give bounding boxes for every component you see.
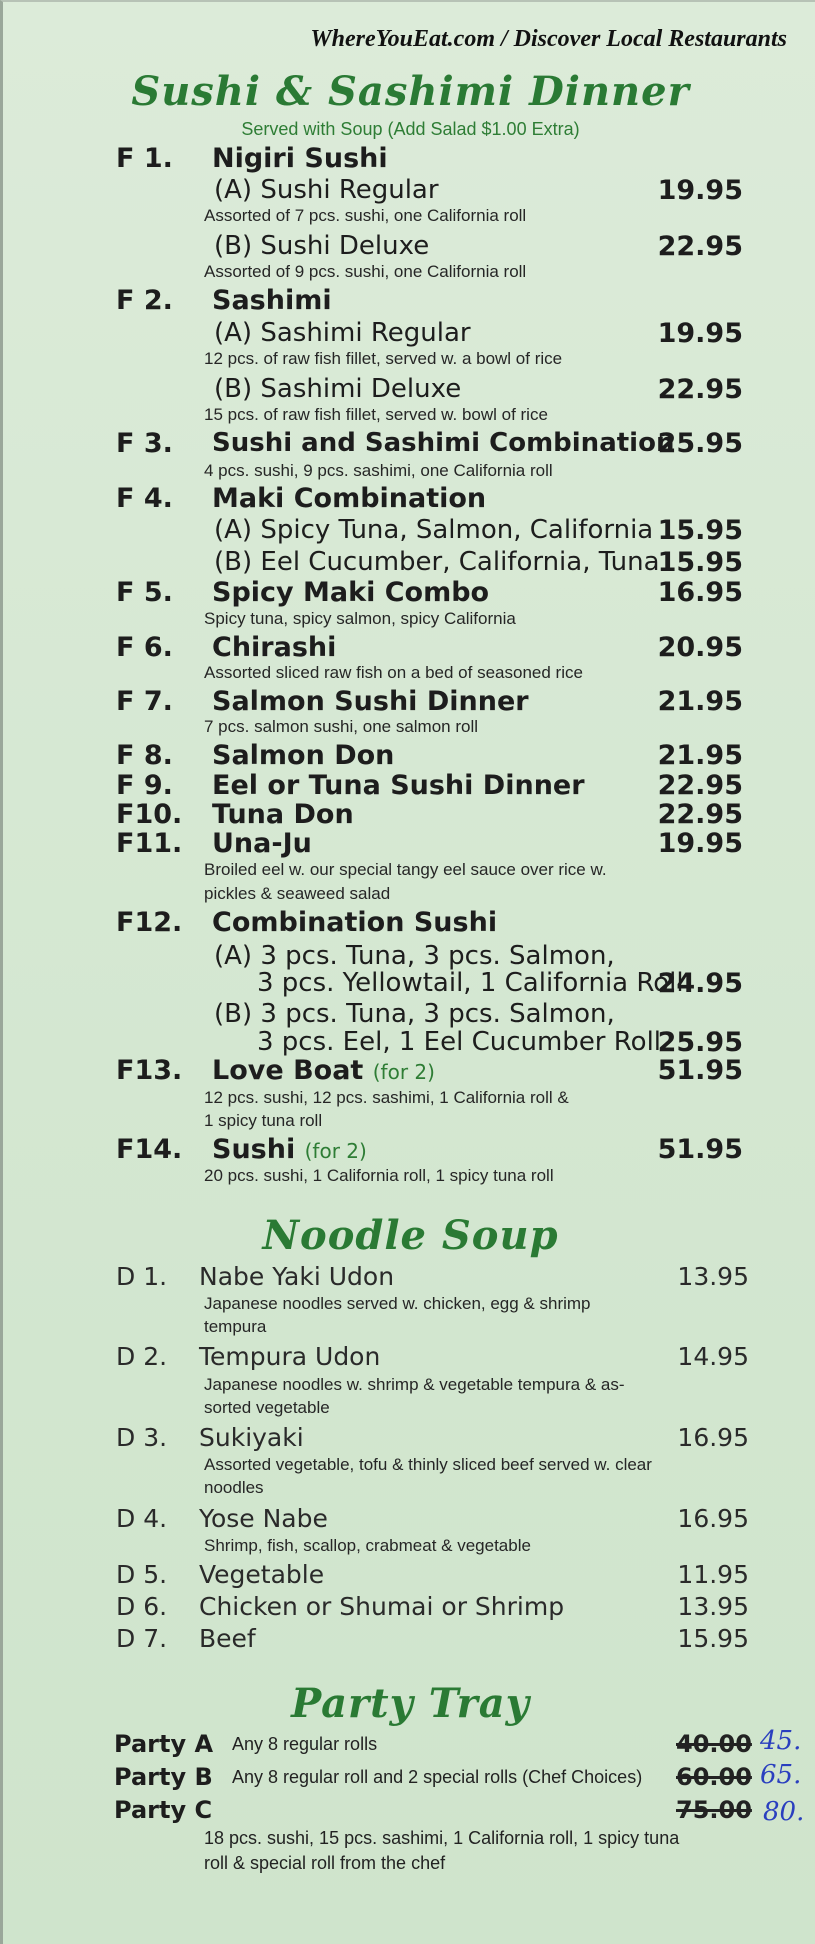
item-description: Shrimp, fish, scallop, crabmeat & vegetable: [204, 1536, 531, 1555]
item-code: D 5.: [116, 1560, 168, 1589]
item-option: (B) Eel Cucumber, California, Tuna: [214, 547, 660, 577]
item-description: Japanese noodles w. shrimp & vegetable tempura & as-: [204, 1375, 625, 1394]
item-price: 16.95: [657, 577, 743, 608]
item-description: 12 pcs. sushi, 12 pcs. sashimi, 1 California roll &: [204, 1088, 569, 1107]
item-price: 51.95: [657, 1134, 743, 1165]
item-code: F14.: [116, 1134, 183, 1165]
item-description-cont: noodles: [204, 1478, 264, 1497]
item-price: 11.95: [677, 1560, 749, 1589]
item-price: 15.95: [657, 547, 743, 578]
party-description: Any 8 regular rolls: [232, 1734, 378, 1754]
item-name-text: Love Boat: [212, 1055, 364, 1086]
item-description: 4 pcs. sushi, 9 pcs. sashimi, one California roll: [204, 461, 553, 480]
item-price: 15.95: [657, 515, 743, 546]
item-price: 51.95: [657, 1055, 743, 1086]
old-price: 40.00: [676, 1730, 752, 1758]
item-name-text: Sushi: [212, 1134, 296, 1165]
item-price: 22.95: [657, 231, 743, 262]
item-description: Assorted of 7 pcs. sushi, one California roll: [204, 206, 527, 225]
item-price: 22.95: [657, 770, 743, 801]
item-description: Japanese noodles served w. chicken, egg & shrimp: [204, 1294, 591, 1313]
item-description: Assorted of 9 pcs. sushi, one California roll: [204, 262, 527, 281]
item-code: D 2.: [116, 1342, 168, 1371]
item-code: F12.: [116, 907, 183, 938]
item-name: Sushi and Sashimi Combination: [212, 428, 675, 458]
item-price: 20.95: [657, 632, 743, 663]
item-option: (A) Spicy Tuna, Salmon, California: [214, 515, 654, 545]
item-price: 15.95: [677, 1624, 749, 1653]
item-description-cont: 1 spicy tuna roll: [204, 1111, 323, 1130]
item-name: [212, 1055, 435, 1086]
item-price: 21.95: [657, 740, 743, 771]
item-description: 20 pcs. sushi, 1 California roll, 1 spicy tuna roll: [204, 1166, 554, 1185]
item-code: F 2.: [116, 285, 173, 316]
handwritten-new-price: 80.: [763, 1797, 805, 1827]
item-name: Sashimi: [212, 285, 332, 316]
item-description: Broiled eel w. our special tangy eel sauce over rice w.: [204, 860, 607, 879]
item-price: 16.95: [677, 1423, 749, 1452]
item-code: F 1.: [116, 143, 173, 174]
item-price: 21.95: [657, 686, 743, 717]
item-price: 19.95: [657, 828, 743, 859]
handwritten-new-price: 65.: [760, 1760, 802, 1790]
item-name: [212, 1134, 367, 1165]
item-name: Spicy Maki Combo: [212, 577, 490, 608]
old-price: 75.00: [676, 1796, 752, 1824]
item-price: 22.95: [657, 799, 743, 830]
item-name: Eel or Tuna Sushi Dinner: [212, 770, 585, 801]
item-name: Nigiri Sushi: [212, 143, 388, 174]
item-option-cont: 3 pcs. Yellowtail, 1 California Roll: [257, 968, 684, 998]
item-option: (A) Sushi Regular: [214, 175, 439, 205]
item-name: Salmon Don: [212, 740, 395, 771]
section-title-noodle: Noodle Soup: [262, 1212, 559, 1259]
item-code: D 3.: [116, 1423, 168, 1452]
item-name: Chicken or Shumai or Shrimp: [199, 1592, 565, 1621]
item-name: Sukiyaki: [199, 1423, 304, 1452]
item-description: 15 pcs. of raw fish fillet, served w. bowl of rice: [204, 405, 548, 424]
item-name: Maki Combination: [212, 483, 487, 514]
item-price: 13.95: [677, 1592, 749, 1621]
item-name: Beef: [199, 1624, 256, 1653]
item-code: F 9.: [116, 770, 173, 801]
item-name: Una-Ju: [212, 828, 312, 859]
item-code: F 8.: [116, 740, 173, 771]
item-name: Salmon Sushi Dinner: [212, 686, 529, 717]
party-description-cont: roll & special roll from the chef: [204, 1853, 446, 1873]
item-code: D 6.: [116, 1592, 168, 1621]
party-code: Party C: [114, 1796, 213, 1824]
serving-note: (for 2): [304, 1139, 367, 1163]
party-code: Party B: [114, 1763, 213, 1791]
item-description: Spicy tuna, spicy salmon, spicy California: [204, 609, 516, 628]
item-code: F 4.: [116, 483, 173, 514]
section-title-party: Party Tray: [291, 1680, 530, 1727]
item-name: Nabe Yaki Udon: [199, 1262, 395, 1291]
item-description: Assorted sliced raw fish on a bed of seasoned rice: [204, 663, 583, 682]
item-code: F 7.: [116, 686, 173, 717]
item-name: Combination Sushi: [212, 907, 498, 938]
handwritten-new-price: 45.: [760, 1726, 802, 1756]
item-price: 22.95: [657, 374, 743, 405]
item-option: (B) Sashimi Deluxe: [214, 374, 462, 404]
site-watermark: WhereYouEat.com / Discover Local Restaurants: [310, 26, 787, 52]
item-code: F 5.: [116, 577, 173, 608]
item-name: Yose Nabe: [199, 1504, 328, 1533]
item-price: 19.95: [657, 318, 743, 349]
item-code: D 7.: [116, 1624, 168, 1653]
section-title-sushi: Sushi & Sashimi Dinner: [131, 68, 690, 115]
item-description: 7 pcs. salmon sushi, one salmon roll: [204, 717, 479, 736]
item-price: 25.95: [657, 1027, 743, 1058]
item-price: 25.95: [657, 428, 743, 459]
item-price: 14.95: [677, 1342, 749, 1371]
item-option: (A) Sashimi Regular: [214, 318, 471, 348]
item-code: F 3.: [116, 428, 173, 459]
item-code: D 4.: [116, 1504, 168, 1533]
item-price: 13.95: [677, 1262, 749, 1291]
item-option: (B) 3 pcs. Tuna, 3 pcs. Salmon,: [214, 999, 615, 1029]
party-description: Any 8 regular roll and 2 special rolls (Chef Choices): [232, 1767, 643, 1787]
item-code: F10.: [116, 799, 183, 830]
serving-note: (for 2): [372, 1060, 435, 1084]
item-code: F13.: [116, 1055, 183, 1086]
item-name: Vegetable: [199, 1560, 325, 1589]
item-name: Tempura Udon: [199, 1342, 381, 1371]
item-description-cont: tempura: [204, 1317, 267, 1336]
item-code: F11.: [116, 828, 183, 859]
item-description: Assorted vegetable, tofu & thinly sliced beef served w. clear: [204, 1455, 652, 1474]
section-subtitle-sushi: Served with Soup (Add Salad $1.00 Extra): [241, 119, 580, 139]
item-price: 19.95: [657, 175, 743, 206]
item-description-cont: sorted vegetable: [204, 1398, 330, 1417]
item-option: (A) 3 pcs. Tuna, 3 pcs. Salmon,: [214, 941, 615, 971]
item-description: 12 pcs. of raw fish fillet, served w. a bowl of rice: [204, 349, 563, 368]
party-description: 18 pcs. sushi, 15 pcs. sashimi, 1 California roll, 1 spicy tuna: [204, 1828, 680, 1848]
item-name: Tuna Don: [212, 799, 354, 830]
item-name: Chirashi: [212, 632, 337, 663]
item-code: F 6.: [116, 632, 173, 663]
item-price: 24.95: [657, 968, 743, 999]
item-code: D 1.: [116, 1262, 168, 1291]
item-description-cont: pickles & seaweed salad: [204, 884, 391, 903]
item-price: 16.95: [677, 1504, 749, 1533]
old-price: 60.00: [676, 1763, 752, 1791]
item-option-cont: 3 pcs. Eel, 1 Eel Cucumber Roll: [257, 1027, 662, 1057]
party-code: Party A: [114, 1730, 214, 1758]
item-option: (B) Sushi Deluxe: [214, 231, 430, 261]
